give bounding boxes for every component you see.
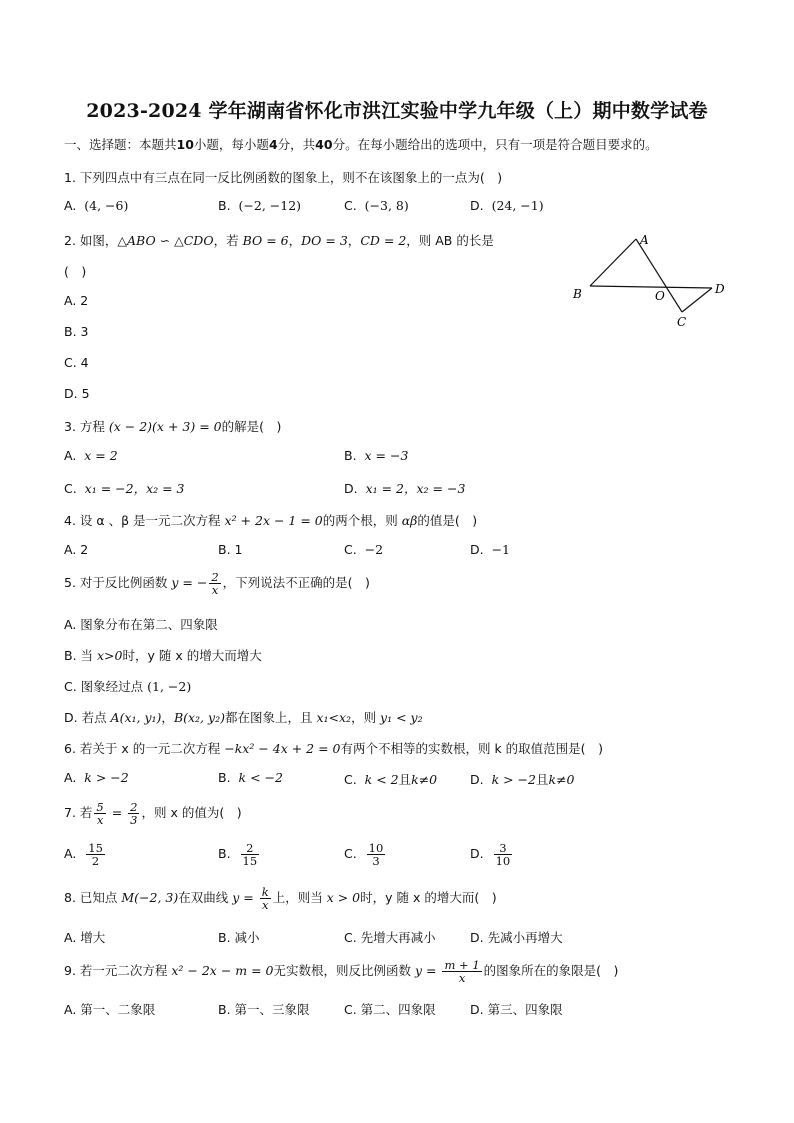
q3-option-c: C. x₁ = −2，x₂ = 3 (64, 481, 185, 496)
q6-option-d: D. k > −2且k≠0 (470, 772, 575, 787)
label-a: A (640, 233, 649, 247)
question-5-stem: 5. 对于反比例函数 y = − $\frac{2}{x}$ ，下列说法不正确的是( ) (64, 570, 370, 598)
q6-option-b: B. k < −2 (218, 770, 283, 785)
page-title: 2023-2024 学年湖南省怀化市洪江实验中学九年级（上）期中数学试卷 (86, 100, 708, 122)
label-c: C (677, 315, 687, 329)
q5-option-c: C. 图象经过点 (1, −2) (64, 679, 192, 694)
section-heading: 一、选择题：本题共10小题，每小题4分，共40分。在每小题给出的选项中，只有一项是符合题目要求的。 (64, 137, 658, 152)
q7-left-fraction: $\frac{5}{x}$ (96, 800, 104, 828)
q3-option-b: B. x = −3 (344, 448, 409, 463)
question-8-stem: 8. 已知点 M(−2, 3)在双曲线 y = $\frac{k}{x}$ 上，则当 x > 0时，y 随 x 的增大而( ) (64, 885, 497, 913)
q8-option-d: D. 先减小再增大 (470, 930, 563, 945)
q6-option-c: C. k < 2且k≠0 (344, 772, 438, 787)
question-9-stem: 9. 若一元二次方程 x² − 2x − m = 0无实数根，则反比例函数 y = $\frac{m + 1}{x}$ 的图象所在的象限是( ) (64, 958, 619, 986)
q8-fraction: $\frac{k}{x}$ (261, 885, 269, 913)
segment-c-d (682, 288, 712, 312)
q8-option-a: A. 增大 (64, 930, 106, 945)
q5-option-b: B. 当 x>0时，y 随 x 的增大而增大 (64, 648, 262, 663)
q8-option-b: B. 减小 (218, 930, 260, 945)
question-4-stem: 4. 设 α 、β 是一元二次方程 x² + 2x − 1 = 0的两个根，则 αβ的值是( ) (64, 513, 478, 528)
q2-option-c: C. 4 (64, 355, 89, 370)
q9-option-c: C. 第二、四象限 (344, 1002, 436, 1017)
q1-option-b: B. (−2, −12) (218, 198, 302, 213)
label-o: O (655, 289, 665, 303)
q2-option-a: A. 2 (64, 293, 89, 308)
question-7-stem: 7. 若 $\frac{5}{x}$ = $\frac{2}{3}$ ，则 x 的值为( ) (64, 800, 242, 828)
q8-option-c: C. 先增大再减小 (344, 930, 436, 945)
q2-paren: ( ) (64, 264, 87, 279)
q7-option-d: D. $\frac{3}{10}$ (470, 841, 511, 869)
q4-option-d: D. −1 (470, 542, 510, 557)
q7-right-fraction: $\frac{2}{3}$ (130, 800, 138, 828)
question-6-stem: 6. 若关于 x 的一元二次方程 −kx² − 4x + 2 = 0有两个不相等的实数根，则 k 的取值范围是( ) (64, 741, 603, 756)
q3-option-a: A. x = 2 (64, 448, 118, 463)
q4-option-a: A. 2 (64, 542, 89, 557)
q2-option-d: D. 5 (64, 386, 90, 401)
segment-b-d (590, 286, 712, 288)
q7-option-a: A. $\frac{15}{2}$ (64, 841, 103, 869)
q2-option-b: B. 3 (64, 324, 89, 339)
q1-option-d: D. (24, −1) (470, 198, 544, 213)
q1-option-a: A. (4, −6) (64, 198, 129, 213)
q9-option-b: B. 第一、三象限 (218, 1002, 310, 1017)
question-2-stem: 2. 如图，△ABO ∽ △CDO，若 BO = 6，DO = 3，CD = 2，则 AB 的长是 (64, 233, 494, 248)
q3-option-d: D. x₁ = 2，x₂ = −3 (344, 481, 466, 496)
label-b: B (573, 287, 582, 301)
q4-option-b: B. 1 (218, 542, 243, 557)
question-1-stem: 1. 下列四点中有三点在同一反比例函数的图象上，则不在该图象上的一点为( ) (64, 170, 503, 185)
q4-option-c: C. −2 (344, 542, 384, 557)
q6-option-a: A. k > −2 (64, 770, 129, 785)
segment-a-b (590, 239, 636, 286)
q5-option-d: D. 若点 A(x₁, y₁)，B(x₂, y₂)都在图象上，且 x₁<x₂，则 y₁ < y₂ (64, 710, 423, 725)
q9-option-d: D. 第三、四象限 (470, 1002, 563, 1017)
q7-option-c: C. $\frac{10}{3}$ (344, 841, 384, 869)
question-3-stem: 3. 方程 (x − 2)(x + 3) = 0的解是( ) (64, 419, 282, 434)
q1-option-c: C. (−3, 8) (344, 198, 409, 213)
q5-fraction: $\frac{2}{x}$ (211, 570, 219, 598)
q9-fraction: $\frac{m + 1}{x}$ (444, 958, 480, 986)
q7-option-b: B. $\frac{2}{15}$ (218, 841, 258, 869)
label-d: D (715, 282, 725, 296)
q5-option-a: A. 图象分布在第二、四象限 (64, 617, 218, 632)
q9-option-a: A. 第一、二象限 (64, 1002, 156, 1017)
q2-geometry-figure (560, 226, 740, 336)
